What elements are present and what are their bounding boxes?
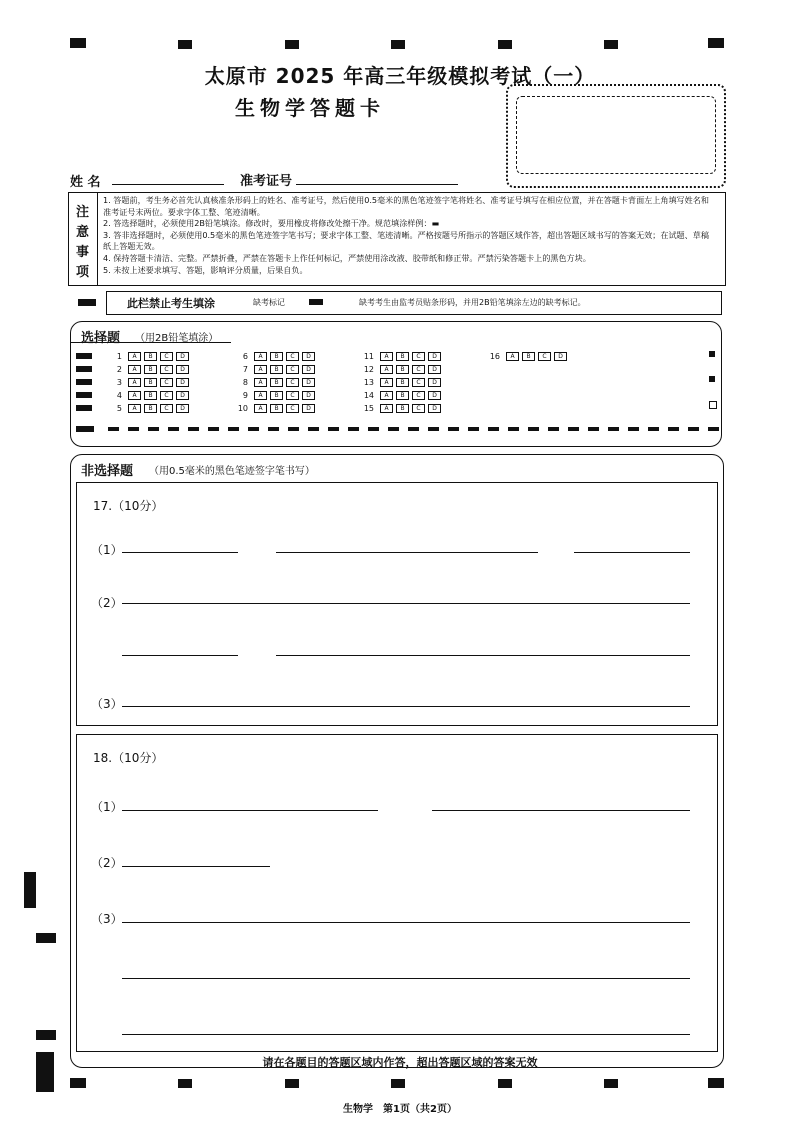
q17-part1-label: （1） xyxy=(91,543,123,557)
choice-question-row xyxy=(236,365,318,377)
option-bubble-b[interactable]: B xyxy=(144,352,157,361)
timing-dash xyxy=(688,427,699,431)
exam-title: 太原市 2025 年高三年级模拟考试（一） xyxy=(204,64,596,88)
alignment-mark xyxy=(498,40,512,49)
alignment-mark xyxy=(498,1079,512,1088)
choice-hint: （用2B铅笔填涂） xyxy=(135,333,219,344)
choice-question-row xyxy=(362,404,444,416)
timing-dash xyxy=(508,427,519,431)
timing-dash xyxy=(628,427,639,431)
timing-dash xyxy=(648,427,659,431)
option-bubble-b[interactable]: B xyxy=(270,404,283,413)
absent-fill-mark[interactable] xyxy=(78,299,96,306)
timing-dash xyxy=(488,427,499,431)
choice-question-row xyxy=(236,391,318,403)
question-number: 12 xyxy=(363,365,374,374)
alignment-mark xyxy=(708,1078,724,1088)
q18-part1-label: （1） xyxy=(91,800,123,814)
option-bubble-d[interactable]: D xyxy=(302,404,315,413)
question-number: 14 xyxy=(363,391,374,400)
option-bubble-c[interactable]: C xyxy=(160,365,173,374)
name-field[interactable] xyxy=(112,184,224,185)
timing-mark xyxy=(709,376,715,382)
answer-line[interactable] xyxy=(574,552,690,553)
timing-dash xyxy=(668,427,679,431)
option-bubble-d[interactable]: D xyxy=(428,365,441,374)
q17-label: 17.（10分） xyxy=(93,499,164,513)
option-bubble-d[interactable]: D xyxy=(302,391,315,400)
timing-dash xyxy=(308,427,319,431)
timing-dash xyxy=(468,427,479,431)
answer-line[interactable] xyxy=(122,706,690,707)
timing-dash xyxy=(128,427,139,431)
timing-mark xyxy=(709,351,715,357)
choice-question-row xyxy=(110,391,192,403)
option-bubble-c[interactable]: C xyxy=(160,352,173,361)
alignment-mark xyxy=(708,38,724,48)
timing-dash xyxy=(108,427,119,431)
question-number: 4 xyxy=(116,391,122,400)
notice-item: 4. 保持答题卡清洁、完整。严禁折叠，严禁在答题卡上作任何标记，严禁使用涂改液、胶带纸和修正带。严禁污染答题卡上的黑色方块。 xyxy=(103,252,591,263)
timing-dash xyxy=(608,427,619,431)
option-bubble-a[interactable]: A xyxy=(254,365,267,374)
question-number: 11 xyxy=(363,352,374,361)
choice-question-row xyxy=(110,378,192,390)
option-bubble-b[interactable]: B xyxy=(396,365,409,374)
absent-box xyxy=(106,291,722,315)
alignment-mark xyxy=(70,1078,86,1088)
answer-line[interactable] xyxy=(276,655,690,656)
q18-part3-label: （3） xyxy=(91,912,123,926)
alignment-mark xyxy=(70,38,86,48)
timing-dash xyxy=(268,427,279,431)
absent-mark-sample xyxy=(309,299,323,305)
option-bubble-c[interactable]: C xyxy=(286,404,299,413)
question-number: 7 xyxy=(242,365,248,374)
option-bubble-a[interactable]: A xyxy=(380,391,393,400)
alignment-mark xyxy=(391,40,405,49)
timing-dash xyxy=(448,427,459,431)
timing-dash xyxy=(368,427,379,431)
exam-subtitle: 生物学答题卡 xyxy=(235,96,385,120)
option-bubble-d[interactable]: D xyxy=(554,352,567,361)
option-bubble-c[interactable]: C xyxy=(160,378,173,387)
choice-title: 选择题 xyxy=(81,331,121,346)
q18-part2-label: （2） xyxy=(91,856,123,870)
notice-item: 1. 答题前，考生务必首先认真核准条形码上的姓名、准考证号，然后使用0.5毫米的黑色笔迹签字笔将姓名、准考证号填写在相应位置，并在答题卡背面左上角填写姓名和准考证号末两位。要求字体工整、笔迹清晰。 xyxy=(103,195,709,217)
timing-dash xyxy=(288,427,299,431)
option-bubble-b[interactable]: B xyxy=(144,391,157,400)
option-bubble-d[interactable]: D xyxy=(302,365,315,374)
q17-part3-label: （3） xyxy=(91,697,123,711)
question-number: 9 xyxy=(242,391,248,400)
alignment-mark xyxy=(178,1079,192,1088)
option-bubble-a[interactable]: A xyxy=(128,365,141,374)
option-bubble-c[interactable]: C xyxy=(286,378,299,387)
option-bubble-a[interactable]: A xyxy=(128,352,141,361)
answer-line[interactable] xyxy=(122,922,690,923)
choice-question-row xyxy=(488,352,570,364)
option-bubble-c[interactable]: C xyxy=(412,378,425,387)
q17-part2-label: （2） xyxy=(91,596,123,610)
timing-dash xyxy=(168,427,179,431)
choice-question-row xyxy=(110,404,192,416)
option-bubble-d[interactable]: D xyxy=(302,378,315,387)
timing-dash xyxy=(428,427,439,431)
answer-line[interactable] xyxy=(122,655,238,656)
name-label: 姓 名 xyxy=(70,175,101,190)
option-bubble-a[interactable]: A xyxy=(254,391,267,400)
choice-question-row xyxy=(362,365,444,377)
option-bubble-c[interactable]: C xyxy=(412,365,425,374)
page-footer: 生物学 第1页（共2页） xyxy=(343,1104,457,1115)
choice-question-row xyxy=(110,352,192,364)
option-bubble-a[interactable]: A xyxy=(380,404,393,413)
option-bubble-c[interactable]: C xyxy=(286,352,299,361)
absent-label: 此栏禁止考生填涂 xyxy=(127,297,215,310)
q18-label: 18.（10分） xyxy=(93,751,164,765)
option-bubble-a[interactable]: A xyxy=(380,365,393,374)
option-bubble-b[interactable]: B xyxy=(144,378,157,387)
notice-item: 3. 答非选择题时，必须使用0.5毫米的黑色笔迹签字笔书写；要求字体工整、笔迹清晰。严格按题号所指示的答题区域作答，超出答题区域书写的答案无效；在试题、草稿纸上答题无效。 xyxy=(103,229,709,252)
option-bubble-a[interactable]: A xyxy=(128,391,141,400)
alignment-mark xyxy=(285,40,299,49)
side-mark xyxy=(36,1030,56,1040)
alignment-mark xyxy=(604,1079,618,1088)
side-mark xyxy=(36,1052,54,1092)
timing-dash xyxy=(328,427,339,431)
answer-line[interactable] xyxy=(122,1034,690,1035)
timing-mark xyxy=(76,353,92,359)
option-bubble-c[interactable]: C xyxy=(412,391,425,400)
timing-dash xyxy=(548,427,559,431)
side-mark xyxy=(24,872,36,908)
timing-mark xyxy=(76,379,92,385)
option-bubble-a[interactable]: A xyxy=(254,378,267,387)
option-bubble-c[interactable]: C xyxy=(160,404,173,413)
choice-question-row xyxy=(236,378,318,390)
option-bubble-c[interactable]: C xyxy=(412,352,425,361)
answer-line[interactable] xyxy=(122,552,238,553)
option-bubble-a[interactable]: A xyxy=(128,378,141,387)
timing-dash xyxy=(348,427,359,431)
answer-line[interactable] xyxy=(122,603,690,604)
nonchoice-title: 非选择题 xyxy=(81,464,134,479)
question-number: 1 xyxy=(116,352,122,361)
answer-line[interactable] xyxy=(122,810,378,811)
choice-title-rule xyxy=(71,342,231,343)
option-bubble-b[interactable]: B xyxy=(522,352,535,361)
question-number: 5 xyxy=(116,404,122,413)
answer-area-warning: 请在各题目的答题区域内作答，超出答题区域的答案无效 xyxy=(262,1056,538,1069)
option-bubble-c[interactable]: C xyxy=(286,365,299,374)
option-bubble-d[interactable]: D xyxy=(428,352,441,361)
choice-question-row xyxy=(236,352,318,364)
barcode-inner-box xyxy=(516,96,716,174)
id-label: 准考证号 xyxy=(240,174,293,189)
option-bubble-b[interactable]: B xyxy=(144,365,157,374)
timing-dash xyxy=(228,427,239,431)
option-bubble-b[interactable]: B xyxy=(396,391,409,400)
question-number: 2 xyxy=(116,365,122,374)
alignment-mark xyxy=(285,1079,299,1088)
option-bubble-d[interactable]: D xyxy=(176,352,189,361)
option-bubble-b[interactable]: B xyxy=(270,352,283,361)
timing-dash xyxy=(588,427,599,431)
question-number: 3 xyxy=(116,378,122,387)
option-bubble-b[interactable]: B xyxy=(270,378,283,387)
side-mark xyxy=(36,933,56,943)
question-number: 13 xyxy=(363,378,374,387)
absent-note: 缺考考生由监考员贴条形码，并用2B铅笔填涂左边的缺考标记。 xyxy=(359,298,586,307)
notice-item: 5. 未按上述要求填写、答题，影响评分质量，后果自负。 xyxy=(103,264,308,275)
timing-dash xyxy=(188,427,199,431)
option-bubble-d[interactable]: D xyxy=(176,365,189,374)
alignment-mark xyxy=(178,40,192,49)
option-bubble-d[interactable]: D xyxy=(302,352,315,361)
choice-question-row xyxy=(362,352,444,364)
timing-dash xyxy=(708,427,719,431)
option-bubble-b[interactable]: B xyxy=(270,365,283,374)
alignment-mark xyxy=(604,40,618,49)
question-number: 8 xyxy=(242,378,248,387)
barcode-area xyxy=(506,84,726,188)
notice-item: 2. 答选择题时，必须使用2B铅笔填涂。修改时，要用橡皮将修改处擦干净。规范填涂样例：▬ xyxy=(103,218,440,229)
option-bubble-a[interactable]: A xyxy=(380,352,393,361)
timing-dash xyxy=(208,427,219,431)
question-number: 15 xyxy=(363,404,374,413)
option-bubble-d[interactable]: D xyxy=(428,378,441,387)
option-bubble-b[interactable]: B xyxy=(270,391,283,400)
timing-dash xyxy=(148,427,159,431)
option-bubble-a[interactable]: A xyxy=(506,352,519,361)
option-bubble-b[interactable]: B xyxy=(396,404,409,413)
option-bubble-c[interactable]: C xyxy=(412,404,425,413)
option-bubble-b[interactable]: B xyxy=(396,378,409,387)
option-bubble-d[interactable]: D xyxy=(176,378,189,387)
nonchoice-hint: （用0.5毫米的黑色笔迹签字笔书写） xyxy=(149,466,315,477)
answer-line[interactable] xyxy=(276,552,538,553)
question-number: 10 xyxy=(237,404,248,413)
alignment-mark xyxy=(391,1079,405,1088)
timing-dash xyxy=(388,427,399,431)
option-bubble-c[interactable]: C xyxy=(160,391,173,400)
question-number: 16 xyxy=(489,352,500,361)
timing-mark xyxy=(76,366,92,372)
notice-box xyxy=(68,192,726,286)
option-bubble-d[interactable]: D xyxy=(176,391,189,400)
option-bubble-c[interactable]: C xyxy=(538,352,551,361)
timing-mark xyxy=(76,426,94,432)
choice-question-row xyxy=(110,365,192,377)
timing-dash xyxy=(248,427,259,431)
timing-mark xyxy=(76,392,92,398)
timing-mark xyxy=(76,405,92,411)
choice-question-row xyxy=(236,404,318,416)
option-bubble-b[interactable]: B xyxy=(144,404,157,413)
option-bubble-d[interactable]: D xyxy=(428,404,441,413)
answer-line[interactable] xyxy=(122,866,270,867)
option-bubble-b[interactable]: B xyxy=(396,352,409,361)
answer-line[interactable] xyxy=(432,810,690,811)
id-field[interactable] xyxy=(296,184,458,185)
timing-dash xyxy=(528,427,539,431)
option-bubble-d[interactable]: D xyxy=(176,404,189,413)
option-bubble-a[interactable]: A xyxy=(380,378,393,387)
option-bubble-d[interactable]: D xyxy=(428,391,441,400)
timing-mark xyxy=(709,401,717,409)
q18-area[interactable] xyxy=(76,734,718,1052)
q17-area[interactable] xyxy=(76,482,718,726)
choice-question-row xyxy=(362,378,444,390)
option-bubble-a[interactable]: A xyxy=(254,404,267,413)
notice-text xyxy=(103,195,715,276)
timing-dash xyxy=(568,427,579,431)
choice-question-row xyxy=(362,391,444,403)
question-number: 6 xyxy=(242,352,248,361)
absent-mark-label: 缺考标记 xyxy=(253,298,285,307)
answer-line[interactable] xyxy=(122,978,690,979)
option-bubble-c[interactable]: C xyxy=(286,391,299,400)
option-bubble-a[interactable]: A xyxy=(254,352,267,361)
timing-dash xyxy=(408,427,419,431)
option-bubble-a[interactable]: A xyxy=(128,404,141,413)
notice-heading: 注 意 事 项 xyxy=(69,193,98,285)
